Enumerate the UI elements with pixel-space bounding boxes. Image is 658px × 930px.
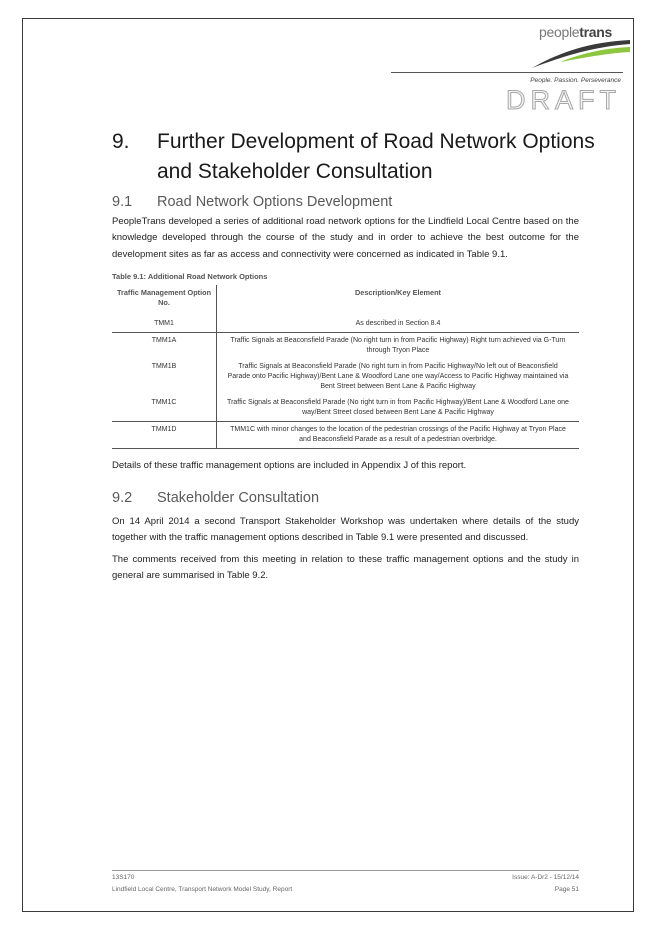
table-row	[112, 422, 579, 449]
table-row	[112, 359, 579, 395]
subsection-number: 9.1	[112, 194, 133, 210]
table-cell-option: TMM1B	[112, 359, 217, 395]
header-rule	[391, 72, 623, 73]
logo-swoosh-icon	[530, 22, 634, 72]
table-header-description: Description/Key Element	[355, 288, 441, 297]
draft-watermark: DRAFT	[506, 85, 621, 115]
footer-doc-title: Lindfield Local Centre, Transport Network Model Study, Report	[112, 886, 293, 893]
footer-issue: Issue: A-Dr2 - 15/12/14	[512, 874, 579, 881]
subsection-number: 9.2	[112, 490, 133, 506]
options-table	[112, 285, 579, 449]
logo-wordmark: peopletrans	[539, 24, 612, 40]
table-caption: Table 9.1: Additional Road Network Options	[112, 272, 268, 281]
paragraph-workshop: On 14 April 2014 a second Transport Stakeholder Workshop was undertaken where details of the study together with the traffic management options described in Table 9.1 were presented and discussed.	[112, 516, 579, 544]
table-row	[112, 395, 579, 422]
paragraph-appendix-note: Details of these traffic management options are included in Appendix J of this report.	[112, 460, 467, 471]
table-row	[112, 333, 579, 360]
table-cell-option: TMM1C	[112, 395, 217, 422]
table-cell-description: Traffic Signals at Beaconsfield Parade (No right turn in from Pacific Highway) Right turn achieved via G-Turn through Tryon Place	[217, 333, 580, 360]
table-cell-option: TMM1A	[112, 333, 217, 360]
footer-rule	[112, 870, 579, 871]
section-number: 9.	[112, 130, 130, 153]
table-cell-option: TMM1	[112, 316, 217, 333]
table-cell-description: As described in Section 8.4	[355, 320, 441, 327]
table-header-row	[112, 285, 579, 316]
table-cell-description: TMM1C with minor changes to the location of the pedestrian crossings of the Pacific Highway at Tryon Place and Beaconsfield Parade as a result of a pedestrian overbridge.	[217, 422, 580, 449]
table-cell-option: TMM1D	[112, 422, 217, 449]
section-title: Further Development of Road Network Options and Stakeholder Consultation	[157, 130, 595, 183]
table-cell-description: Traffic Signals at Beaconsfield Parade (No right turn in from Pacific Highway)/Bent Lane & Woodford Lane one way/Bent Street closed between Bent Lane & Pacific Highway	[227, 399, 569, 416]
footer-project-code: 13S170	[112, 874, 135, 881]
tagline: People. Passion. Perseverance	[530, 77, 621, 84]
table-header-option: Traffic Management Option No.	[112, 285, 217, 316]
table-row	[112, 316, 579, 333]
footer-page-number: Page 51	[554, 886, 579, 893]
paragraph-options-intro: PeopleTrans developed a series of additional road network options for the Lindfield Local Centre based on the knowledge developed through the course of the study and in order to achieve the best outcome for the development sites as far as access and connectivity were concerned as indicated in Table 9.1.	[112, 216, 579, 260]
table-cell-description: Traffic Signals at Beaconsfield Parade (No right turn in from Pacific Highway/No left out of Beaconsfield Parade onto Pacific Highway)/Bent Lane & Woodford Lane one way/Access to Pacific Highway maintained via Bent Street between Bent Lane & Pacific Highway	[227, 363, 569, 390]
subsection-title: Road Network Options Development	[157, 194, 393, 210]
subsection-title: Stakeholder Consultation	[157, 490, 320, 506]
paragraph-comments: The comments received from this meeting in relation to these traffic management options and the study in general are summarised in Table 9.2.	[112, 554, 579, 582]
peopletrans-logo	[530, 22, 634, 72]
